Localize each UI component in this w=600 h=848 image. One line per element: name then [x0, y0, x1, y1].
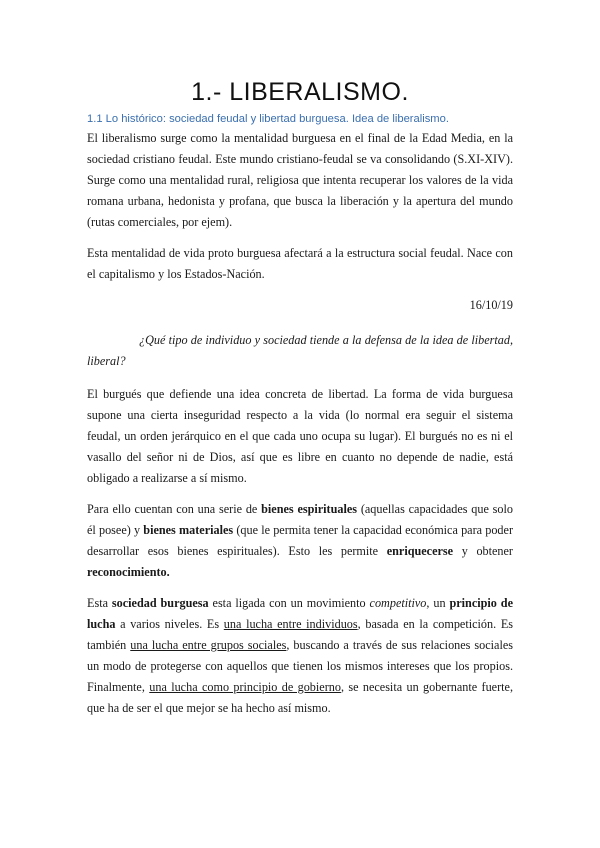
text-run: , buscando a través de sus relaciones sociales un modo de protegerse con aquellos que tienen los mismos intereses que los propios. Finalmente, [87, 638, 513, 694]
question-heading: ¿Qué tipo de individuo y sociedad tiende a la defensa de la idea de libertad, liberal? [87, 333, 513, 368]
bold-term-enriquecerse: enriquecerse [386, 544, 454, 558]
text-run: esta ligada con un movimiento [208, 596, 370, 610]
bold-term-reconocimiento: reconocimiento. [87, 565, 170, 579]
text-run: Para ello cuentan con una serie de [87, 502, 262, 516]
text-run: , basada en la competición. Es también [87, 617, 514, 652]
text-run: a varios niveles. Es [115, 617, 224, 631]
paragraph-4 [87, 499, 513, 583]
text-run: , se necesita un gobernante fuerte, que ha de ser el que mejor se ha hecho así mismo. [87, 680, 513, 715]
bold-term-sociedad-burguesa: sociedad burguesa [111, 596, 209, 610]
text-run: (que le permita tener la capacidad económica para poder desarrollar esos bienes espirituales). Esto les permite [87, 523, 513, 558]
page-title: 1.- LIBERALISMO. [191, 78, 409, 106]
underlined-lucha-individuos: una lucha entre individuos [223, 617, 358, 631]
italic-term-competitivo: competitivo [369, 596, 427, 610]
paragraph-2: Esta mentalidad de vida proto burguesa afectará a la estructura social feudal. Nace con el capitalismo y los Estados-Nación. [87, 246, 513, 281]
document-page [87, 76, 513, 729]
text-run: (aquellas capacidades que solo él posee) y [87, 502, 513, 537]
bold-term-bienes-espirituales: bienes espirituales [261, 502, 358, 516]
underlined-lucha-grupos-sociales: una lucha entre grupos sociales [130, 638, 287, 652]
paragraph-3: El burgués que defiende una idea concreta de libertad. La forma de vida burguesa supone una cierta inseguridad respecto a la vida (lo normal era seguir el sistema feudal, un orden jerárquico en el que cada uno ocupa su lugar). El burgués no es ni el vasallo del señor ni de Dios, así que es libre en cuanto no depende de nadie, está obligado a realizarse a sí mismo. [87, 387, 513, 485]
paragraph-5 [87, 593, 513, 719]
text-run: y obtener [453, 544, 513, 558]
text-run: , un [426, 596, 450, 610]
paragraph-1: El liberalismo surge como la mentalidad burguesa en el final de la Edad Media, en la sociedad cristiano feudal. Este mundo cristiano-feudal se va consolidando (S.XI-XIV). Surge como una mentalidad rural, religiosa que intenta recuperar los valores de la vida romana urbana, hedonista y profana, que busca la liberación y la apertura del mundo (rutas comerciales, por ejem). [87, 131, 513, 229]
bold-term-principio-de-lucha: principio de lucha [87, 596, 513, 631]
underlined-lucha-gobierno: una lucha como principio de gobierno [149, 680, 341, 694]
bold-term-bienes-materiales: bienes materiales [143, 523, 234, 537]
text-run: Esta [87, 596, 112, 610]
section-subtitle: 1.1 Lo histórico: sociedad feudal y libertad burguesa. Idea de liberalismo. [87, 113, 449, 125]
date-label: 16/10/19 [469, 298, 513, 312]
